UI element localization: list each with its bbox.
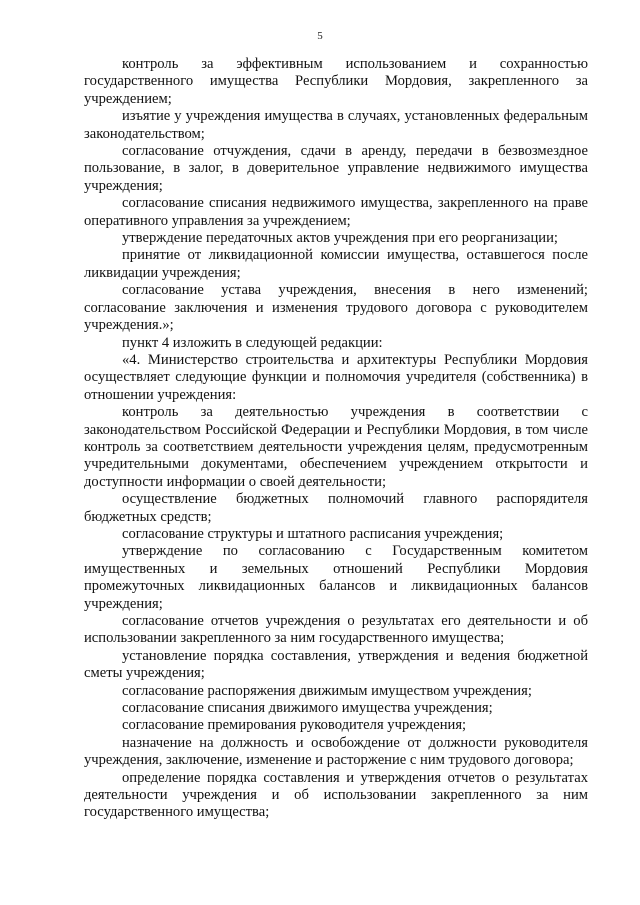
- paragraph: назначение на должность и освобождение от должности руководителя учреждения, заключение, изменение и расторжение с ним трудового договора;: [84, 734, 588, 769]
- paragraph: утверждение передаточных актов учреждения при его реорганизации;: [122, 230, 558, 247]
- paragraph: определение порядка составления и утверждения отчетов о результатах деятельности учреждения и об использовании закрепленного за ним государственного имущества;: [84, 769, 588, 821]
- paragraph: согласование списания недвижимого имущества, закрепленного на праве оперативного управления за учреждением;: [84, 195, 588, 229]
- paragraph: согласование премирования руководителя учреждения;: [122, 717, 467, 734]
- paragraph: «4. Министерство строительства и архитектуры Республики Мордовия осуществляет следующие функции и полномочия учредителя (собственника) в отношении учреждения:: [84, 351, 588, 403]
- paragraph: принятие от ликвидационной комиссии имущества, оставшегося после ликвидации учреждения;: [84, 247, 588, 281]
- paragraph: согласование отчетов учреждения о результатах его деятельности и об использовании закрепленного за ним государственного имущества;: [84, 613, 588, 647]
- paragraph: контроль за эффективным использованием и сохранностью государственного имущества Республики Мордовия, закрепленного за учреждением;: [84, 56, 588, 107]
- paragraph: согласование распоряжения движимым имуществом учреждения;: [122, 682, 532, 699]
- paragraph: согласование структуры и штатного расписания учреждения;: [122, 525, 504, 542]
- document-body: [84, 56, 588, 822]
- paragraph: согласование списания движимого имущества учреждения;: [122, 700, 493, 717]
- paragraph: контроль за деятельностью учреждения в соответствии с законодательством Российской Федерации и Республики Мордовия, в том числе контроль за соответствием деятельности учреждения целям, предусмотренным учредительными документами, обеспечением учреждением открытости и доступности информации о своей деятельности;: [84, 404, 588, 490]
- paragraph: согласование отчуждения, сдачи в аренду, передачи в безвозмездное пользование, в залог, в доверительное управление недвижимого имущества учреждения;: [84, 143, 588, 194]
- paragraph: согласование устава учреждения, внесения в него изменений; согласование заключения и изменения трудового договора с руководителем учреждения.»;: [84, 282, 588, 334]
- paragraph: установление порядка составления, утверждения и ведения бюджетной сметы учреждения;: [84, 647, 588, 682]
- paragraph: пункт 4 изложить в следующей редакции:: [122, 334, 383, 351]
- paragraph: утверждение по согласованию с Государственным комитетом имущественных и земельных отношений Республики Мордовия промежуточных ликвидационных балансов и ликвидационных балансов учреждения;: [84, 543, 588, 612]
- paragraph: изъятие у учреждения имущества в случаях, установленных федеральным законодательством;: [84, 108, 588, 142]
- page-number: 5: [317, 30, 323, 42]
- paragraph: осуществление бюджетных полномочий главного распорядителя бюджетных средств;: [84, 491, 588, 525]
